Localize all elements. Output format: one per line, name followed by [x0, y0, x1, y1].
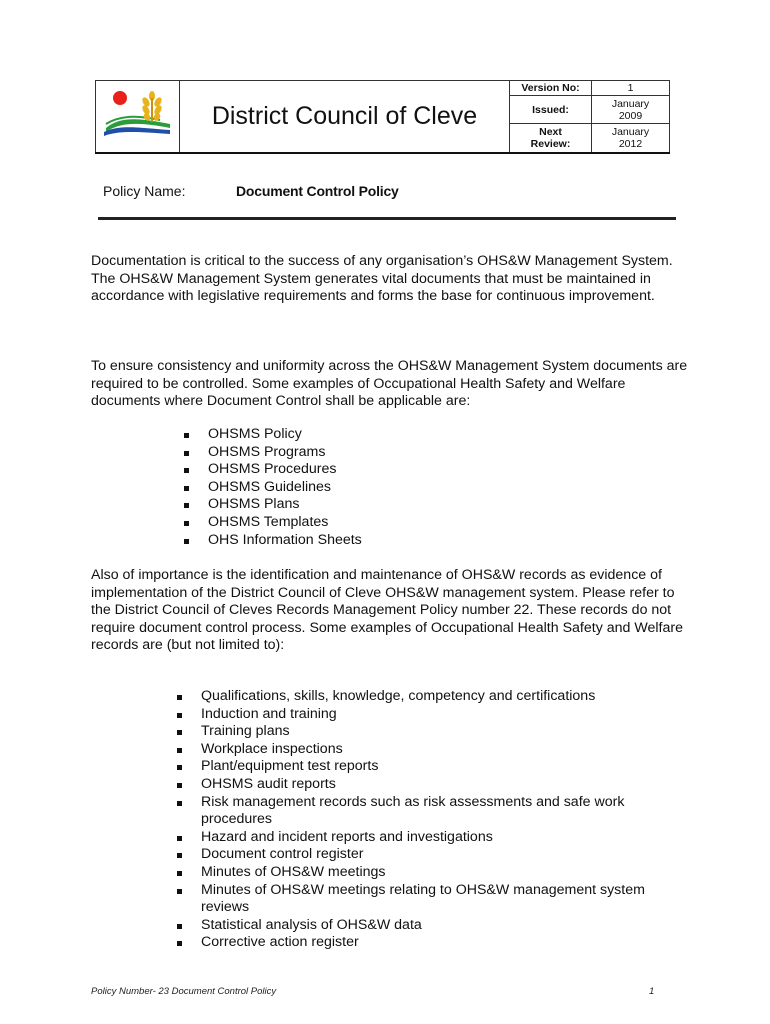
consistency-paragraph: To ensure consistency and uniformity across the OHS&W Management System documents are required to be controlled. Some examples of Occupational Health Safety and Welfare documents where Document Control shall be applicable are: — [91, 358, 688, 410]
list-item — [177, 882, 647, 917]
bullet-icon — [184, 433, 189, 438]
review-month: January — [611, 126, 650, 139]
footer-policy-number: Policy Number- 23 Document Control Policy — [91, 986, 277, 997]
bullet-icon — [177, 713, 182, 718]
footer-page-number: 1 — [649, 986, 655, 997]
bullet-icon — [177, 801, 182, 806]
list-item-text: OHSMS Policy — [208, 426, 302, 442]
list-item-text: OHSMS Guidelines — [208, 478, 332, 495]
policy-name-label: Policy Name: — [103, 183, 186, 199]
bullet-icon — [177, 924, 182, 929]
bullet-icon — [184, 451, 189, 456]
council-logo-icon — [100, 88, 174, 140]
list-item-text: Training plans — [201, 723, 290, 740]
review-value — [592, 124, 670, 153]
bullet-icon — [184, 468, 189, 473]
list-item — [177, 688, 647, 706]
bullet-icon — [177, 836, 182, 841]
issued-value — [592, 95, 670, 124]
bullet-icon — [184, 539, 189, 544]
list-item-text: Minutes of OHS&W meetings — [201, 863, 386, 880]
bullet-icon — [177, 871, 182, 876]
council-name: District Council of Cleve — [180, 81, 510, 154]
issued-month: January — [611, 97, 650, 110]
list-item-text: Workplace inspections — [201, 740, 343, 757]
list-item — [184, 461, 624, 479]
list-item — [177, 758, 647, 776]
bullet-icon — [177, 765, 182, 770]
records-paragraph: Also of importance is the identification and maintenance of OHS&W records as evidence of implementation of the District Council of Cleve OHS&W management system. Please refer to the District Council of Cleves Records Management Policy number 22. These records do not require document control process. Some examples of Occupational Health Safety and Welfare records are (but not limited to): — [91, 567, 683, 654]
list-item — [177, 846, 647, 864]
list-item-text: Corrective action register — [201, 934, 359, 951]
bullet-icon — [184, 503, 189, 508]
list-item-text: Document control register — [201, 846, 364, 863]
list-item — [184, 496, 624, 514]
review-year: 2012 — [618, 138, 643, 151]
list-item — [184, 479, 624, 497]
list-item-text: Qualifications, skills, knowledge, competency and certifications — [201, 688, 596, 704]
bullet-icon — [177, 730, 182, 735]
list-item — [184, 532, 624, 550]
list-item-text: OHS Information Sheets — [208, 531, 362, 548]
version-label: Version No: — [510, 81, 592, 96]
list-item-text: OHSMS Plans — [208, 496, 300, 513]
list-item-text: OHSMS Programs — [208, 443, 326, 460]
list-item — [184, 514, 624, 532]
list-item-text: Statistical analysis of OHS&W data — [201, 916, 422, 933]
list-item-text: Plant/equipment test reports — [201, 758, 379, 775]
list-item — [177, 934, 647, 952]
bullet-icon — [177, 941, 182, 946]
list-item-text: Risk management records such as risk assessments and safe work procedures — [201, 793, 625, 828]
list-item-text: OHSMS Procedures — [208, 461, 337, 478]
document-header-table — [95, 80, 670, 154]
list-item — [184, 426, 624, 444]
review-label-line1: Next — [539, 126, 562, 139]
intro-paragraph: Documentation is critical to the success of any organisation’s OHS&W Management System. The OHS&W Management System generates vital documents that must be maintained in accordance with legislative requirements and forms the base for continuous improvement. — [91, 253, 673, 305]
list-item — [177, 794, 647, 829]
bullet-icon — [177, 695, 182, 700]
list-item-text: Minutes of OHS&W meetings relating to OHS&W management system reviews — [201, 881, 645, 916]
version-value: 1 — [592, 81, 670, 96]
list-item — [177, 723, 647, 741]
list-item — [177, 864, 647, 882]
bullet-icon — [184, 486, 189, 491]
list-item-text: OHSMS audit reports — [201, 775, 336, 792]
list-item — [177, 917, 647, 935]
bullet-icon — [177, 783, 182, 788]
bullet-icon — [184, 521, 189, 526]
policy-name-value: Document Control Policy — [236, 183, 399, 199]
review-label-line2: Review: — [530, 138, 571, 151]
list-item — [184, 444, 624, 462]
council-logo — [96, 81, 180, 154]
list-item-text: Induction and training — [201, 705, 337, 722]
bullet-icon — [177, 748, 182, 753]
list-item-text: Hazard and incident reports and investigations — [201, 828, 493, 845]
review-label — [510, 124, 592, 153]
bullet-icon — [177, 853, 182, 858]
policy-divider — [98, 217, 676, 220]
list-item — [177, 706, 647, 724]
bullet-icon — [177, 889, 182, 894]
list-item-text: OHSMS Templates — [208, 513, 329, 530]
list-item — [177, 776, 647, 794]
records-list — [177, 688, 647, 952]
list-item — [177, 829, 647, 847]
list-item — [177, 741, 647, 759]
issued-label: Issued: — [510, 95, 592, 124]
documents-list — [184, 426, 624, 549]
issued-year: 2009 — [618, 109, 643, 122]
